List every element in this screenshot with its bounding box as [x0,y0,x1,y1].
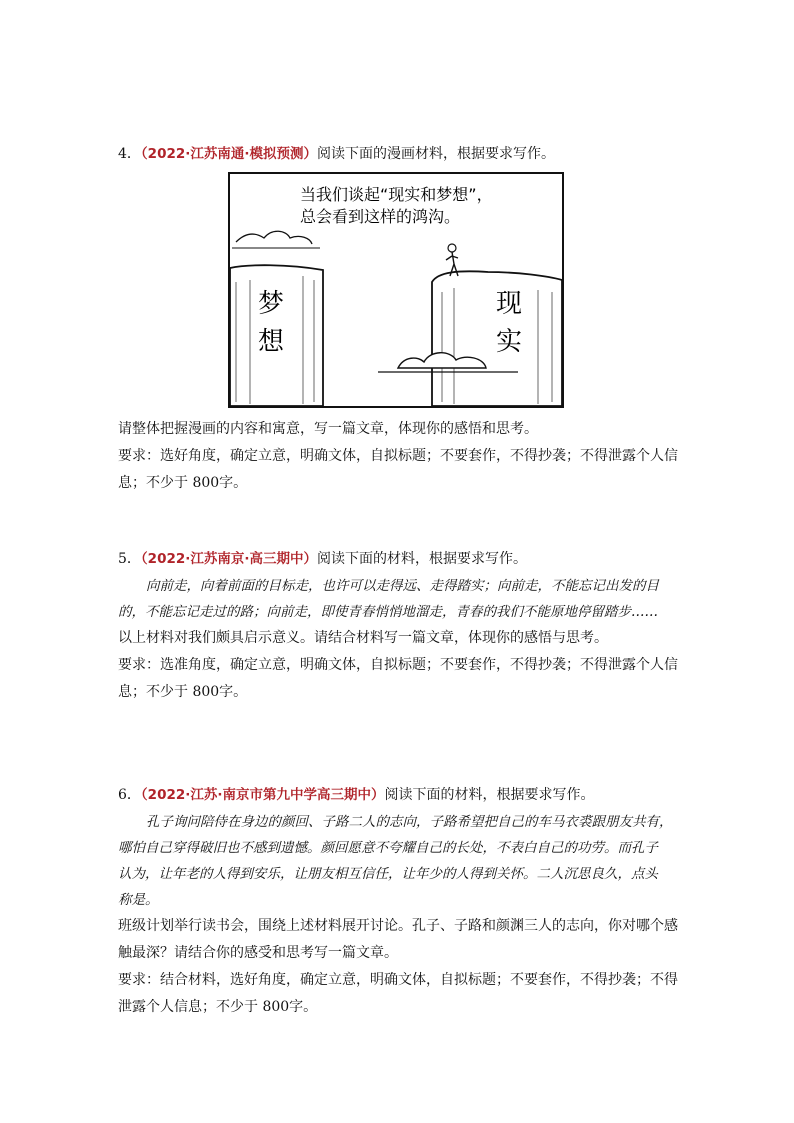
question-source: （2022·江苏·南京市第九中学高三期中） [140,787,385,803]
question-instruction: 阅读下面的漫画材料，根据要求写作。 [317,146,556,162]
left-cliff-label-1: 梦 [258,289,285,319]
requirement-line-1: 要求：结合材料，选好角度，确定立意，明确文体，自拟标题；不要套作，不得抄袭；不得 [118,972,678,988]
comic-caption-line1: 当我们谈起“现实和梦想”， [300,185,493,204]
question-prompt: 请整体把握漫画的内容和寓意，写一篇文章，体现你的感悟和思考。 [118,421,538,437]
material-line-2: 的，不能忘记走过的路；向前走，即使青春悄悄地溜走，青春的我们不能原地停留踏步…… [118,604,658,620]
material-line-1: 向前走，向着前面的目标走，也许可以走得远、走得踏实；向前走，不能忘记出发的目 [146,578,659,594]
question-source: （2022·江苏南京·高三期中） [140,551,318,567]
left-cliff-label-2: 想 [258,327,285,357]
question-source: （2022·江苏南通·模拟预测） [140,146,318,162]
prompt-line-2: 触最深？请结合你的感受和思考写一篇文章。 [118,945,398,961]
question-number: 5． [118,551,141,567]
requirement-line-2: 息；不少于 800字。 [118,475,248,491]
right-cliff-label-1: 现 [496,289,523,319]
material-line-2: 哪怕自己穿得破旧也不感到遗憾。颜回愿意不夸耀自己的长处，不表白自己的功劳。而孔子 [118,840,658,856]
material-line-4: 称是。 [118,892,159,908]
comic-caption-line2: 总会看到这样的鸿沟。 [300,207,461,226]
prompt-line-1: 班级计划举行读书会，围绕上述材料展开讨论。孔子、子路和颜渊三人的志向，你对哪个感 [118,918,678,934]
requirement-line-2: 泄露个人信息；不少于 800字。 [118,999,318,1015]
question-4-body [118,416,678,497]
question-prompt: 以上材料对我们颇具启示意义。请结合材料写一篇文章，体现你的感悟与思考。 [118,630,608,646]
right-cliff-label-2: 实 [496,327,523,357]
question-instruction: 阅读下面的材料，根据要求写作。 [384,787,595,803]
material-line-3: 认为，让年老的人得到安乐，让朋友相互信任，让年少的人得到关怀。二人沉思良久，点头 [118,866,658,882]
requirement-line-2: 息；不少于 800字。 [118,684,248,700]
comic-illustration [228,172,564,408]
question-4-header [118,141,678,168]
question-number: 6． [118,787,141,803]
question-number: 4． [118,146,141,162]
question-5 [118,546,678,706]
requirement-line-1: 要求：选准角度，确定立意，明确文体，自拟标题；不要套作，不得抄袭；不得泄露个人信 [118,657,678,673]
material-line-1: 孔子询问陪侍在身边的颜回、子路二人的志向，子路希望把自己的车马衣裘跟朋友共有， [146,814,673,830]
question-instruction: 阅读下面的材料，根据要求写作。 [317,551,528,567]
requirement-line-1: 要求：选好角度，确定立意，明确文体，自拟标题；不要套作，不得抄袭；不得泄露个人信 [118,448,678,464]
question-4 [118,141,678,168]
question-6 [118,782,678,1021]
question-6-header [118,782,678,809]
question-5-header [118,546,678,573]
